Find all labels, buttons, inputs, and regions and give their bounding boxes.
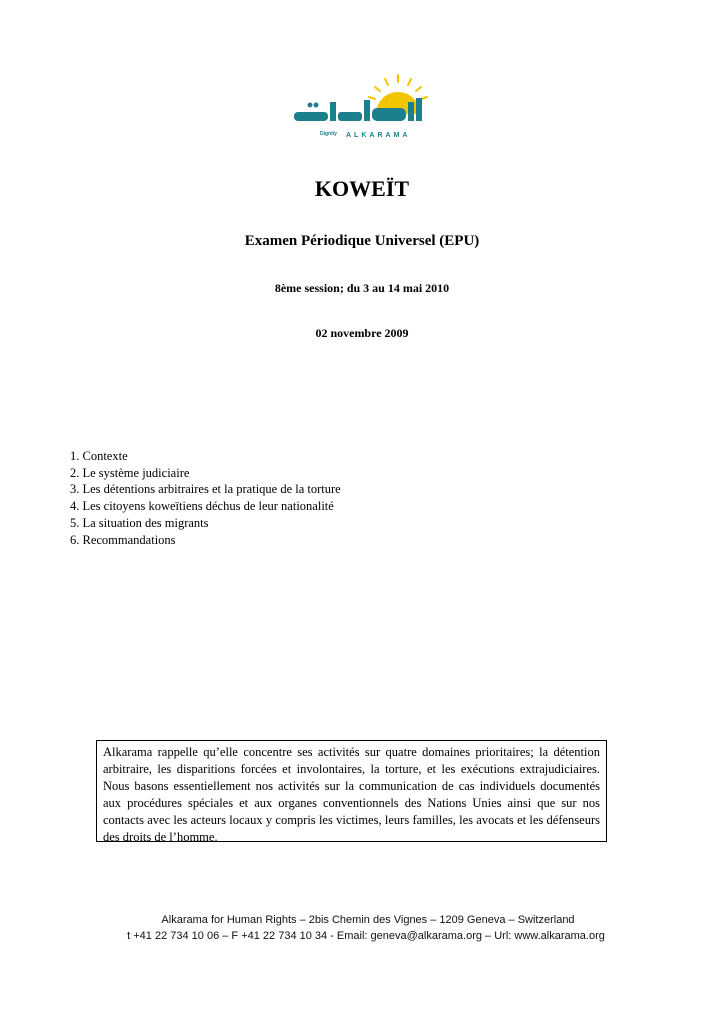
toc-item: 6. Recommandations (70, 532, 176, 547)
document-subtitle: Examen Périodique Universel (EPU) (244, 233, 480, 249)
toc-item: 5. La situation des migrants (70, 515, 209, 530)
document-title: KOWEÏT (314, 176, 410, 201)
table-of-contents (70, 448, 341, 548)
footer-contact: t +41 22 734 10 06 – F +41 22 734 10 34 - Email: geneva@alkarama.org – Url: www.alkarama.org (127, 930, 605, 942)
toc-item: 3. Les détentions arbitraires et la pratique de la torture (70, 482, 341, 497)
footer-address: Alkarama for Human Rights – 2bis Chemin des Vignes – 1209 Geneva – Switzerland (161, 914, 575, 926)
toc-item: 2. Le système judiciaire (70, 465, 190, 480)
logo-tagline: Dignity (320, 131, 337, 137)
session-info: 8ème session; du 3 au 14 mai 2010 (274, 281, 450, 295)
toc-item: 1. Contexte (70, 449, 128, 463)
notice-box: Alkarama rappelle qu’elle concentre ses activités sur quatre domaines prioritaires; la détention arbitraire, les disparitions forcées et involontaires, la torture, et les exécutions extrajudiciaires. Nous basons essentiellement nos activités sur la communication de cas individuels documentés aux procédures spéciales et aux organes conventionnels des Nations Unies ainsi que sur nos contacts avec les acteurs locaux y compris les victimes, leurs familles, les avocats et les défenseurs des droits de l’homme. (96, 740, 607, 842)
logo-wordmark: ALKARAMA (346, 132, 411, 139)
alkarama-logo (292, 72, 438, 142)
toc-item: 4. Les citoyens koweïtiens déchus de leur nationalité (70, 499, 334, 514)
document-date: 02 novembre 2009 (315, 326, 409, 340)
